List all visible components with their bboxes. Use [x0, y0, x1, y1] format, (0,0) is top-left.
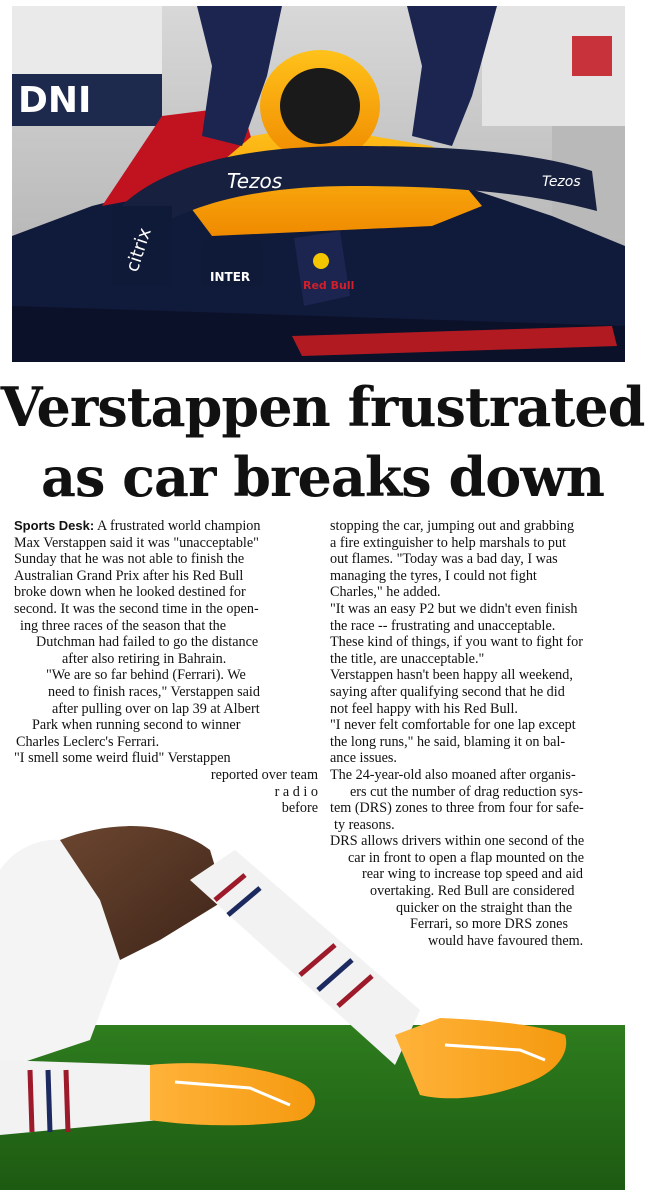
race-car-photo	[12, 6, 625, 362]
article-line: Dutchman had failed to go the distance	[36, 634, 259, 651]
svg-text:DNI: DNI	[18, 80, 92, 121]
article-line: tem (DRS) zones to three from four for safe-	[330, 800, 584, 817]
inter-sponsor-text: INTER	[210, 270, 251, 284]
article-line: Ferrari, so more DRS zones	[410, 916, 569, 933]
article-line: would have favoured them.	[428, 932, 584, 949]
article-line: These kind of things, if you want to fight for	[330, 634, 583, 651]
article-line: Sunday that he was not able to finish the	[14, 551, 245, 568]
article-line: need to finish races," Verstappen said	[48, 683, 260, 700]
kicker: Sports Desk:	[14, 518, 95, 533]
article-line: overtaking. Red Bull are considered	[370, 883, 575, 900]
article-line: "I never felt comfortable for one lap except	[330, 717, 576, 734]
article-line: reported over team	[210, 766, 318, 783]
article-line: the long runs," he said, blaming it on bal-	[330, 733, 566, 750]
side-sponsor-text: citrix	[121, 225, 156, 275]
headline-line-1: Verstappen frustrated	[0, 375, 645, 439]
article-line: after also retiring in Bahrain.	[62, 650, 227, 667]
article-line: DRS allows drivers within one second of the	[330, 833, 585, 850]
article-line: broke down when he looked destined for	[14, 584, 246, 601]
article-line: second. It was the second time in the open-	[14, 600, 259, 617]
headline-line-2: as car breaks down	[40, 445, 604, 509]
article-line: r a d i o	[274, 783, 318, 800]
article-line: "I smell some weird fluid" Verstappen	[14, 750, 231, 767]
article-column-left	[14, 518, 318, 817]
article-line: a fire extinguisher to help marshals to put	[330, 534, 567, 551]
article-line: The 24-year-old also moaned after organis-	[330, 766, 576, 783]
article-line: saying after qualifying second that he did	[330, 683, 565, 700]
article-line: "We are so far behind (Ferrari). We	[46, 667, 246, 684]
article-line: managing the tyres, I could not fight	[330, 567, 537, 584]
svg-text:Tezos: Tezos	[542, 174, 581, 190]
article-line: quicker on the straight than the	[396, 899, 573, 916]
article-line: "It was an easy P2 but we didn't even finish	[330, 600, 578, 617]
redbull-logo-text: Red Bull	[303, 279, 355, 292]
article-line: ing three races of the season that the	[20, 617, 227, 634]
red-bull-car-illustration	[12, 6, 625, 362]
article-line: before	[281, 800, 318, 817]
headline	[0, 372, 645, 512]
article-line: not feel happy with his Red Bull.	[330, 700, 518, 717]
article-line: out flames. "Today was a bad day, I was	[330, 551, 558, 568]
footballer-legs-photo	[0, 820, 645, 1202]
footballer-illustration	[0, 820, 645, 1202]
article-line: car in front to open a flap mounted on the	[348, 849, 584, 866]
article-line: Park when running second to winner	[32, 717, 241, 734]
article-line: Charles," he added.	[330, 584, 441, 601]
article-line: Verstappen hasn't been happy all weekend,	[330, 667, 573, 684]
article-line: Australian Grand Prix after his Red Bull	[14, 567, 244, 584]
article-line: ers cut the number of drag reduction sys-	[350, 783, 583, 800]
halo-sponsor-text: Tezos	[227, 169, 283, 193]
article-line: ance issues.	[330, 750, 397, 767]
article-line: Charles Leclerc's Ferrari.	[16, 733, 160, 750]
article-line: after pulling over on lap 39 at Albert	[52, 700, 260, 717]
article-line: Sports Desk: A frustrated world champion	[14, 518, 261, 534]
article-line: Max Verstappen said it was "unacceptable"	[14, 534, 259, 551]
article-line: the title, are unacceptable."	[330, 650, 485, 667]
article-line: ty reasons.	[334, 816, 395, 833]
article-line: stopping the car, jumping out and grabbing	[330, 518, 575, 534]
article-line: the race -- frustrating and unacceptable.	[330, 617, 556, 634]
article-line: rear wing to increase top speed and aid	[362, 866, 584, 883]
